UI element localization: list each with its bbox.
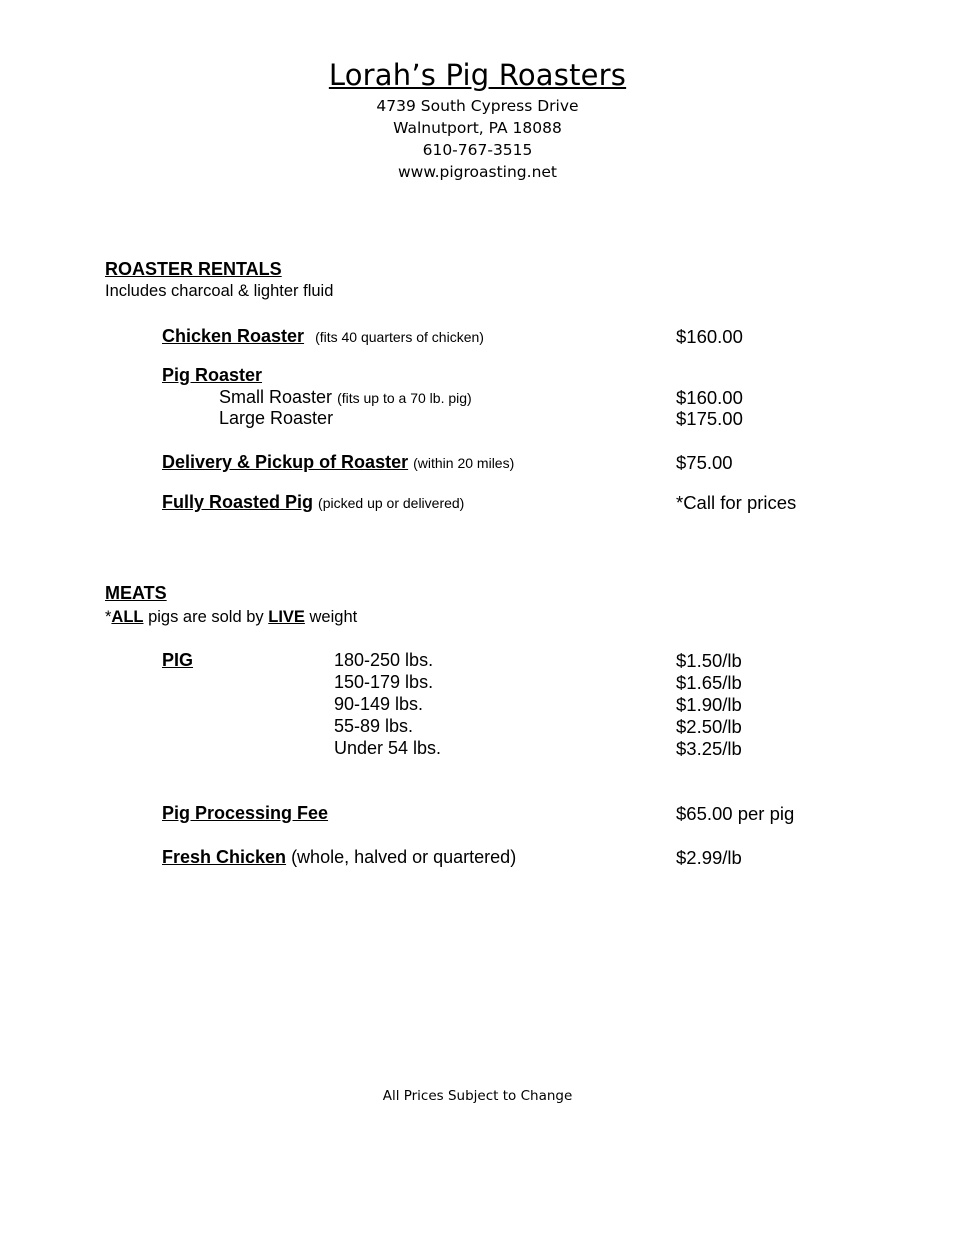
delivery-price: $75.00 (676, 452, 733, 473)
small-roaster-label: Small Roaster (219, 387, 333, 407)
rentals-subheading: Includes charcoal & lighter fluid (105, 282, 334, 300)
footer-disclaimer: All Prices Subject to Change (382, 1088, 573, 1104)
pig-weight-row: 150-179 lbs. (334, 672, 434, 692)
chicken-roaster-item (162, 326, 484, 347)
website-url: www.pigroasting.net (397, 163, 558, 181)
pig-weight-row: 180-250 lbs. (334, 650, 434, 670)
large-roaster-price: $175.00 (676, 408, 743, 429)
fully-roasted-label: Fully Roasted Pig (162, 492, 314, 512)
section-heading-rentals: ROASTER RENTALS (105, 259, 282, 279)
processing-fee-item (162, 803, 328, 824)
meats-note-mid: pigs are sold by (143, 608, 269, 626)
meats-note-suffix: weight (304, 608, 358, 626)
delivery-note: (within 20 miles) (413, 455, 515, 471)
fresh-chicken-price: $2.99/lb (676, 847, 742, 868)
processing-fee-price: $65.00 per pig (676, 803, 795, 824)
small-roaster-note: (fits up to a 70 lb. pig) (337, 390, 472, 406)
delivery-label: Delivery & Pickup of Roaster (162, 452, 409, 472)
processing-fee-label: Pig Processing Fee (162, 803, 329, 823)
chicken-roaster-note: (fits 40 quarters of chicken) (315, 329, 484, 345)
phone-number: 610-767-3515 (422, 141, 533, 159)
address-line-1: 4739 South Cypress Drive (376, 97, 579, 115)
meats-note (105, 608, 357, 627)
fresh-chicken-label: Fresh Chicken (162, 847, 287, 867)
pig-price-row: $1.65/lb (676, 672, 742, 693)
meats-note-live: LIVE (268, 608, 305, 626)
section-heading-meats: MEATS (105, 583, 167, 603)
pig-weight-row: 90-149 lbs. (334, 694, 424, 714)
pig-price-row: $2.50/lb (676, 716, 742, 737)
pig-price-row: $1.90/lb (676, 694, 742, 715)
chicken-roaster-label: Chicken Roaster (162, 326, 305, 346)
pig-price-row: $3.25/lb (676, 738, 742, 759)
meats-note-all: ALL (111, 608, 144, 626)
fresh-chicken-note: (whole, halved or quartered) (291, 847, 517, 867)
fully-roasted-note: (picked up or delivered) (318, 495, 465, 511)
small-roaster-item (219, 387, 472, 408)
pig-price-row: $1.50/lb (676, 650, 742, 671)
pig-weight-row: 55-89 lbs. (334, 716, 414, 736)
delivery-item (162, 452, 514, 473)
page-title: Lorah’s Pig Roasters (328, 58, 627, 92)
pig-roaster-label: Pig Roaster (162, 365, 263, 385)
fully-roasted-price: *Call for prices (676, 492, 797, 513)
fully-roasted-item (162, 492, 464, 513)
meats-note-prefix: * (105, 608, 112, 626)
large-roaster-label: Large Roaster (219, 408, 334, 428)
chicken-roaster-price: $160.00 (676, 326, 743, 347)
pig-weight-row: Under 54 lbs. (334, 738, 442, 758)
pig-roaster-heading (162, 365, 262, 386)
fresh-chicken-item (162, 847, 516, 868)
small-roaster-price: $160.00 (676, 387, 743, 408)
pig-label (162, 650, 193, 671)
pig-label-text: PIG (162, 650, 194, 670)
address-line-2: Walnutport, PA 18088 (393, 119, 562, 137)
